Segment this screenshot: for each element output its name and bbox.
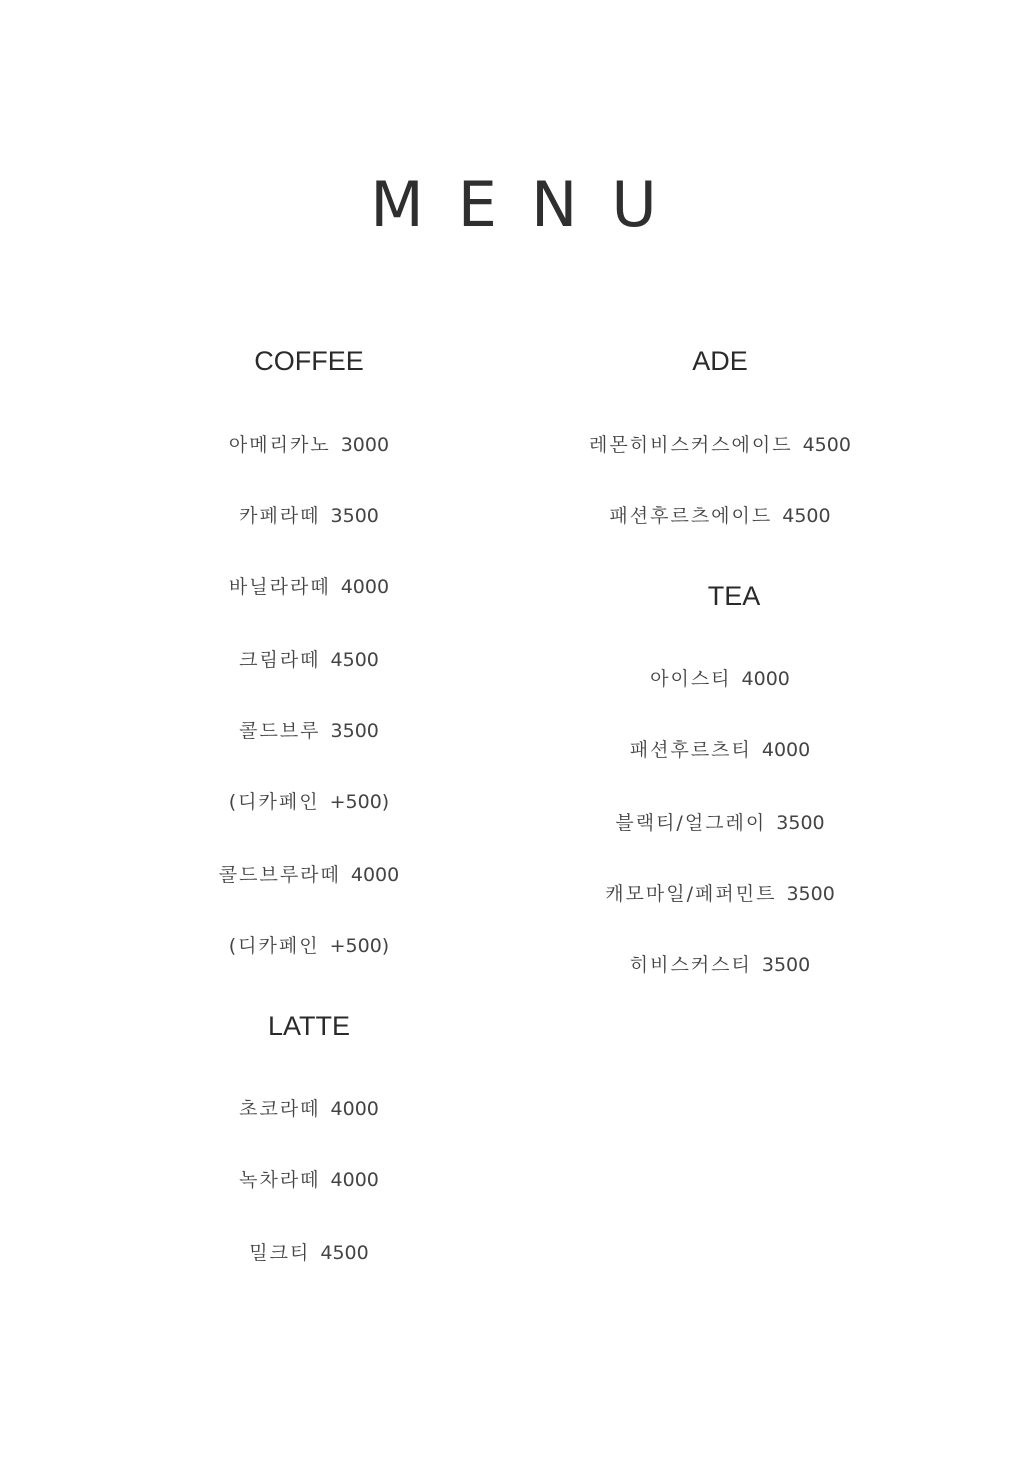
- menu-item: [630, 953, 810, 977]
- menu-item: [239, 1168, 379, 1192]
- menu-item: [615, 811, 824, 835]
- menu-item-price: +500): [329, 935, 390, 957]
- menu-item-name: 초코라떼: [239, 1098, 321, 1120]
- menu-item-name: 크림라떼: [239, 649, 321, 671]
- menu-item-name: 카페라떼: [239, 505, 321, 527]
- section-heading-ade: ADE: [692, 346, 748, 376]
- menu-item-name: 녹차라떼: [239, 1169, 321, 1191]
- menu-item-name: 패션후르츠티: [629, 739, 752, 761]
- menu-item-price: 4500: [330, 649, 379, 671]
- menu-item-price: 3500: [330, 720, 379, 742]
- menu-item: [605, 882, 835, 906]
- menu-item: [229, 575, 389, 599]
- menu-item: [650, 667, 790, 691]
- menu-item-price: 4000: [741, 668, 790, 690]
- menu-item: [239, 648, 379, 672]
- menu-item-name: 바닐라라떼: [228, 576, 331, 598]
- menu-item-price: 4500: [320, 1242, 369, 1264]
- menu-item: [609, 504, 830, 528]
- menu-item-name: 패션후르츠에이드: [609, 505, 773, 527]
- menu-item-name: 레몬히비스커스에이드: [589, 434, 793, 456]
- menu-item-name: 콜드브루: [239, 720, 321, 742]
- menu-title: MENU: [370, 168, 691, 241]
- menu-item-name: 캐모마일/페퍼민트: [605, 883, 777, 905]
- menu-item-price: 3000: [340, 434, 390, 456]
- menu-item-price: 3500: [776, 812, 825, 834]
- menu-item-name: 밀크티: [249, 1242, 311, 1264]
- menu-item-note: [229, 790, 389, 814]
- menu-item-name: (디카페인: [228, 791, 320, 813]
- menu-item-name: 히비스커스티: [629, 954, 752, 976]
- section-heading-coffee: COFFEE: [254, 346, 364, 376]
- menu-item-price: 4500: [782, 505, 831, 527]
- menu-item: [229, 433, 389, 457]
- menu-item-price: 3500: [786, 883, 835, 905]
- menu-item: [630, 738, 810, 762]
- menu-item-name: 블랙티/얼그레이: [615, 812, 767, 834]
- section-heading-latte: LATTE: [267, 1011, 351, 1041]
- menu-item-price: 4000: [330, 1169, 379, 1191]
- menu-item: [219, 863, 399, 887]
- menu-item-price: 4000: [330, 1098, 379, 1120]
- menu-item-name: 콜드브루라떼: [218, 864, 341, 886]
- menu-item: [589, 433, 851, 457]
- menu-item-price: 3500: [330, 505, 379, 527]
- menu-item-name: 아이스티: [650, 668, 732, 690]
- menu-item-price: +500): [329, 791, 390, 813]
- menu-item-name: 아메리카노: [228, 434, 331, 456]
- menu-item: [239, 504, 379, 528]
- menu-item-price: 4000: [340, 576, 390, 598]
- menu-item-price: 3500: [761, 954, 811, 976]
- section-heading-tea: TEA: [707, 581, 761, 611]
- menu-item: [239, 719, 379, 743]
- menu-item-name: (디카페인: [228, 935, 320, 957]
- menu-item: [239, 1097, 379, 1121]
- menu-item-price: 4000: [350, 864, 400, 886]
- menu-item-note: [229, 934, 389, 958]
- menu-item: [249, 1241, 368, 1265]
- menu-item-price: 4500: [802, 434, 851, 456]
- menu-item-price: 4000: [761, 739, 811, 761]
